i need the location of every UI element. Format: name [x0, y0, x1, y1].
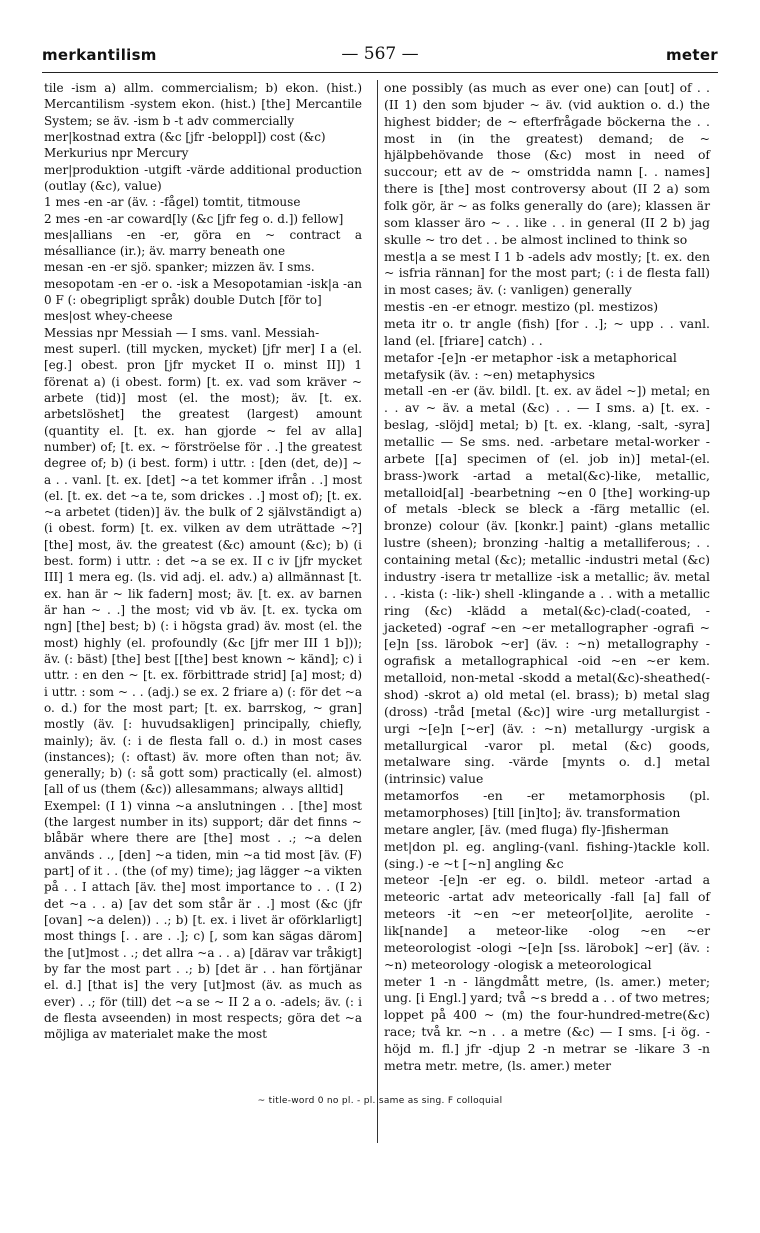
entry-metall: metall -en -er (äv. bildl. [t. ex. av ädel ~]) metal; en . . av ~ äv. a metal (&c) . . — I sms. a) [t. ex. -beslag, -slöjd] metal; b) [t. ex. -klang, -salt, -syra] metallic — Se sms. ned. -arbetare metal-worker -arbete [[a] specimen of (el. job in)] metal-(el. brass-)work -artad a metal(&c)-like, metallic, metalloid[al] -bearbetning ~en 0 [the] working-up of metals -bleck se bleck a -färg metallic (el. bronze) colour (äv. [konkr.] paint) -glans metallic lustre (sheen); bronzing -haltig a metalliferous; . . containing metal (&c); metallic -industri metal (&c) industry -isera tr metallize -isk a metallic; äv. metal . . -kista (: -lik-) shell -klingande a . . with a metallic ring (&c) -klädd a metal(&c)-clad(-coated, -jacketed) -ograf ~en ~er metallographer -ografi ~[e]n [ss. lärobok ~er] (äv. : ~n) metallography -ografisk a metallographical -oid ~en ~er kem. metalloid, non-metal -skodd a metal(&c)-sheathed(-shod) -skrot a) old metal (el. brass); b) metal slag (dross) -tråd [metal (&c)] wire -urg metallurgist -urgi ~[e]n [~er] (äv. : ~n) metallurgy -urgisk a metallurgical -varor pl. metal (&c) goods, metalware sing. -värde [mynts o. d.] metal (intrinsic) value — [384, 383, 710, 787]
entry-merkantilism: tile -ism a) allm. commercialism; b) ekon. (hist.) Mercantilism -system ekon. (hist.) [the] Mercantile System; se äv. -ism b -t adv commercially — [44, 81, 362, 128]
page-header — [42, 46, 718, 68]
entry-mesallians: mes|allians -en -er, göra en ~ contract a mésalliance (ir.); äv. marry beneath one — [44, 227, 362, 259]
footer-legend: ~ title-word 0 no pl. - pl. same as sing. F colloquial — [257, 1096, 503, 1106]
entry-mes-2: 2 mes -en -ar coward[ly (&c [jfr feg o. d.]) fellow] — [44, 211, 344, 226]
entry-metamorfos: metamorfos -en -er metamorphosis (pl. metamorphoses) [till [in]to]; äv. transformation — [384, 788, 710, 820]
entry-mest-examples: Exempel: (I 1) vinna ~a anslutningen . . [the] most (the largest number in its) support; där det finns ~ blåbär where there are [the] most . .; ~a delen används . ., [den] ~a tiden, min ~a tid most [äv. (F) part] of it . . (the (of my) time); jag lägger ~a vikten på . . I attach [äv. the] most importance to . . (I 2) det ~a . . a) [av det som står är . .] most (&c (jfr [ovan] ~a delen)) . .; b) [t. ex. i livet är oförklarligt] most things [. . are . .]; c) [, som kan sägas därom] the [ut]most . .; det allra ~a . . a) [därav var tråkigt] by far the most part . .; b) [det är . . han förtjänar el. d.] [that is] the very [ut]most (äv. as much as ever) . .; för (till) det ~a se ~ II 2 a o. -adels; äv. (: i de flesta avseenden) in most respects; göra det ~a möjliga av materialet make the most — [44, 798, 362, 1042]
left-column — [44, 80, 362, 1042]
entry-mest-examples-cont: one possibly (as much as ever one) can [out] of . . (II 1) den som bjuder ~ äv. (vid auktion o. d.) the highest bidder; de ~ efterfrågade böckerna the . . most in (in the greatest) demand; de ~ hjälpbehövande those (&c) most in need of succour; ett av de ~ omstridda namn [. . names] there is [the] most controversy about (II 2 a) som folk gör, är ~ as folks generally do (are); klassen är som klasser äro ~ . . like . . in general (II 2 b) jag skulle ~ tro det . . be almost inclined to think so — [384, 80, 710, 247]
entry-metafor: metafor -[e]n -er metaphor -isk a metaphorical — [384, 349, 677, 365]
right-column — [384, 80, 710, 1075]
entry-mesan: mesan -en -er sjö. spanker; mizzen äv. I sms. — [44, 260, 315, 275]
entry-meter: meter 1 -n - längdmått metre, (ls. amer.) meter; ung. [i Engl.] yard; två ~s bredd a . . of two metres; loppet på 400 ~ (m) the four-hundred-metre(&c) race; två kr. ~n . . a metre (&c) — I sms. [-i ög. -höjd m. fl.] jfr -djup 2 -n metrar se -likare 3 -n metra metr. metre, (ls. amer.) meter — [384, 973, 710, 1073]
entry-mesopotam: mesopotam -en -er o. -isk a Mesopotamian -isk|a -an 0 F (: obegripligt språk) double Dutch [för to] — [44, 276, 362, 308]
entry-mestis: mestis -en -er etnogr. mestizo (pl. mestizos) — [384, 299, 659, 315]
entry-merkostnad: mer|kostnad extra (&c [jfr -beloppl]) cost (&c) — [44, 129, 326, 144]
entry-metafysik: metafysik (äv. : ~en) metaphysics — [384, 366, 595, 382]
entry-mesost: mes|ost whey-cheese — [44, 309, 173, 324]
entry-meteor: meteor -[e]n -er eg. o. bildl. meteor -artad a meteoric -artat adv meteorically -fall [a] fall of meteors -it ~en ~er meteor[ol]ite, aerolite -lik[nande] a meteor-like -olog ~en ~er meteorologist -ologi ~[e]n [ss. lärobok] ~er] (äv. : ~n) meteorology -ologisk a meteorological — [384, 872, 710, 972]
header-rule — [42, 72, 718, 73]
entry-messias: Messias npr Messiah — I sms. vanl. Messiah- — [44, 325, 320, 340]
entry-mes-1: 1 mes -en -ar (äv. : -fågel) tomtit, titmouse — [44, 195, 301, 210]
header-left-guideword: merkantilism — [42, 46, 157, 64]
entry-merproduktion: mer|produktion -utgift -värde additional production (outlay (&c), value) — [44, 162, 362, 193]
page-number: — 567 — — [341, 44, 419, 64]
entry-mesta: mest|a a se mest I 1 b -adels adv mostly; [t. ex. den ~ isfria rännan] for the most part; (: i de flesta fall) in most cases; äv. (: vanligen) generally — [384, 248, 710, 298]
header-right-guideword: meter — [665, 46, 718, 64]
entry-meta: meta itr o. tr angle (fish) [for . .]; ~ upp . . vanl. land (el. [friare] catch) . . — [384, 316, 710, 348]
entry-merkurius: Merkurius npr Mercury — [44, 146, 189, 161]
column-divider — [377, 80, 378, 1143]
entry-mest: mest superl. (till mycken, mycket) [jfr mer] I a (el. [eg.] obest. pron [jfr mycket II o. minst II]) 1 förenat a) (i obest. form) [t. ex. vad som kräver ~ arbete (tid)] most (el. the most); äv. [t. ex. arbetslöshet] the greatest (largest) amount (quantity el. [t. ex. han gjorde ~ fel av alla] number) of; [t. ex. ~ förströelse för . .] the greatest degree of; b) (i best. form) i uttr. : [den (det, de)] ~ a . . vanl. [t. ex. [det] ~a tet kommer ifrån . .] most (el. [t. ex. det ~a te, som drickes . .] most of); [t. ex. ~a arbetet (tiden)] äv. the bulk of 2 självständigt a) (i obest. form) [t. ex. vilken av dem uträttade ~?] [the] most, äv. the greatest (&c) amount (&c); b) (i best. form) i uttr. : det ~a se ex. II c iv [jfr mycket III] 1 mera eg. (ls. vid adj. el. adv.) a) allmännast [t. ex. han är ~ lik fadern] most; äv. [t. ex. av barnen är han ~ . .] the most; vid vb äv. [t. ex. tycka om ngn] [the] best; b) (: i högsta grad) äv. most (el. the most) highly (el. profoundly (&c [jfr mer III 1 b])); äv. (: bäst) [the] best [[the] best known ~ känd]; c) i uttr. : en den ~ [t. ex. förbittrade strid] [a] most; d) i uttr. : som ~ . . (adj.) se ex. 2 friare a) (: för det ~a o. d.) for the most part; [t. ex. barrskog, ~ gran] mostly (äv. [: huvudsakligen] principally, chiefly, mainly); äv. (: i de flesta fall o. d.) in most cases (instances); (: oftast) äv. more often than not; äv. generally; b) (: så gott som) practically (el. almost) [all of us (them (&c)) allesammans; always alltid] — [44, 342, 362, 797]
entry-metare: metare angler, [äv. (med fluga) fly-]fisherman — [384, 821, 669, 837]
entry-metdon: met|don pl. eg. angling-(vanl. fishing-)tackle koll. (sing.) -e ~t [~n] angling &c — [384, 838, 710, 871]
